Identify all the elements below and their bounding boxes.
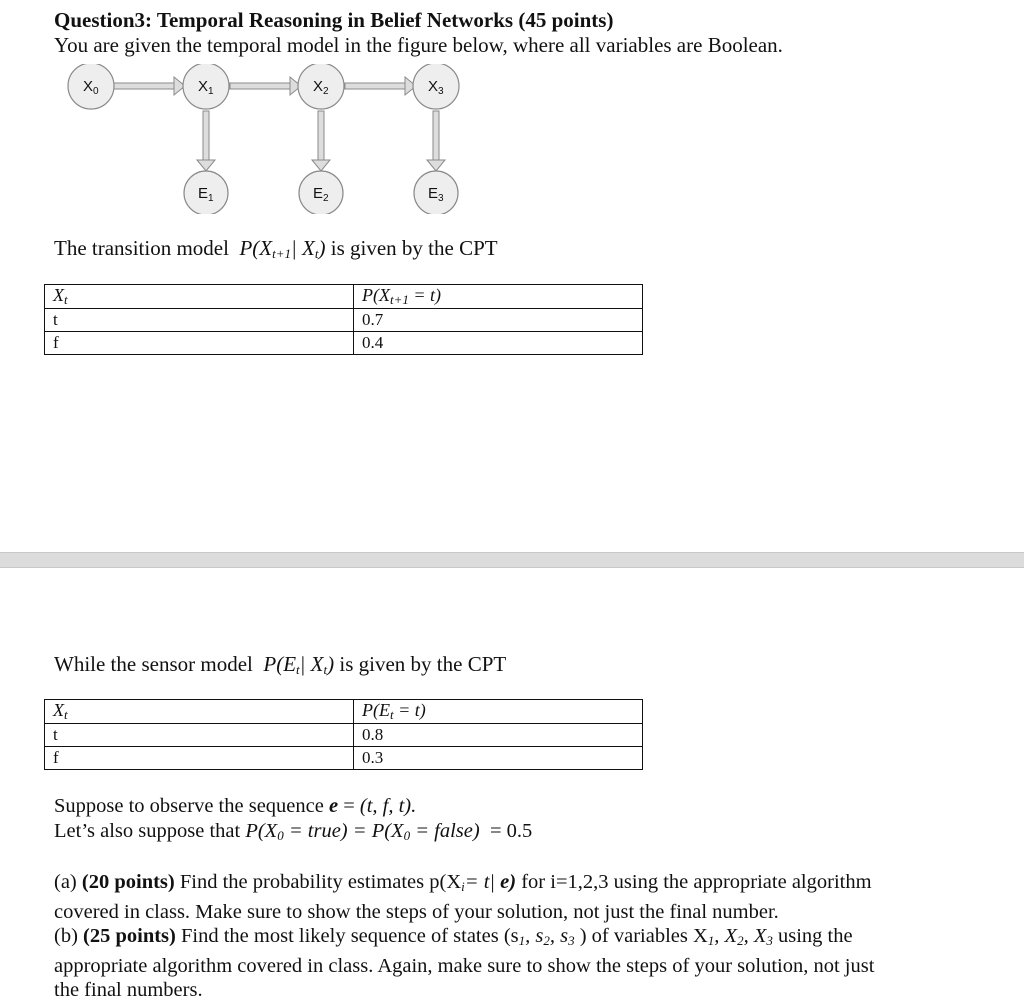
page-break: [0, 552, 1024, 568]
table-cell: t: [45, 309, 354, 332]
transition-arrow: [114, 77, 185, 95]
observation-line-2: Let’s also suppose that $P(X_0$ = true) = $P(X_0$ = false) = 0.5: [54, 819, 533, 843]
sensor-cpt-table: [44, 699, 643, 770]
sensor-arrow: [427, 111, 445, 171]
question-parts: [54, 870, 874, 1003]
node-x2: [298, 64, 344, 109]
part-a-line-1: (a) (20 points) Find the probability estimates $p(X_i= t|$ e) for i=1,2,3 using the appropriate algorithm: [54, 871, 872, 894]
observation-text: [54, 794, 532, 848]
document-page-2: [0, 567, 1024, 1000]
question-intro: You are given the temporal model in the figure below, where all variables are Boolean.: [54, 33, 783, 57]
node-x1: [183, 64, 229, 109]
part-b-line-2: appropriate algorithm covered in class. Again, make sure to show the steps of your solution, not just: [54, 954, 875, 977]
temporal-model-diagram: [60, 64, 480, 214]
sensor-arrow: [197, 111, 215, 171]
table-cell: 0.7: [354, 309, 643, 332]
table-row: [45, 724, 643, 747]
table-row: [45, 747, 643, 770]
table-cell: 0.8: [354, 724, 643, 747]
table-cell: t: [45, 724, 354, 747]
table-row: [45, 309, 643, 332]
transition-arrow: [345, 77, 416, 95]
table-cell: 0.3: [354, 747, 643, 770]
sensor-arrow: [312, 111, 330, 171]
table-header-cell: $P(X_{t+1} = t)$: [354, 285, 643, 309]
table-cell: f: [45, 332, 354, 355]
svg-text:X0: $X_0$: [83, 78, 99, 97]
table-header-cell: $X_t$: [45, 700, 354, 724]
node-e1: [184, 171, 228, 214]
svg-text:E2: $E_2$: [313, 185, 329, 204]
transition-model-caption: The transition model $P(X_{t+1}|$ $X_t$) is given by the CPT: [54, 236, 498, 261]
svg-text:E1: $E_1$: [198, 185, 214, 204]
node-x3: [413, 64, 459, 109]
svg-text:X3: $X_3$: [428, 78, 444, 97]
svg-text:X1: $X_1$: [198, 78, 214, 97]
node-x0: [68, 64, 114, 109]
transition-arrow: [230, 77, 301, 95]
table-row: [45, 332, 643, 355]
question-title: Question3: Temporal Reasoning in Belief Networks (45 points): [54, 8, 614, 32]
node-e3: [414, 171, 458, 214]
part-a-line-2: covered in class. Make sure to show the steps of your solution, not just the final number.: [54, 900, 779, 923]
table-header-cell: $P(E_t = t)$: [354, 700, 643, 724]
svg-text:E3: $E_3$: [428, 185, 444, 204]
part-b-line-1: (b) (25 points) Find the most likely sequence of states ($s_1$, $s_2$, $s_3$ ) of variables $X_1$, $X_2$, $X_3$ using the: [54, 925, 853, 948]
table-cell: 0.4: [354, 332, 643, 355]
table-header-cell: $X_t$: [45, 285, 354, 309]
sensor-model-caption: While the sensor model $P(E_t|$ $X_t$) is given by the CPT: [54, 652, 507, 677]
observation-line-1: Suppose to observe the sequence e = (t, f, t).: [54, 795, 417, 817]
transition-cpt-table: [44, 284, 643, 355]
table-cell: f: [45, 747, 354, 770]
table-header-row: [45, 285, 643, 309]
svg-text:X2: $X_2$: [313, 78, 329, 97]
table-header-row: [45, 700, 643, 724]
part-b-line-3: the final numbers.: [54, 979, 203, 1001]
node-e2: [299, 171, 343, 214]
